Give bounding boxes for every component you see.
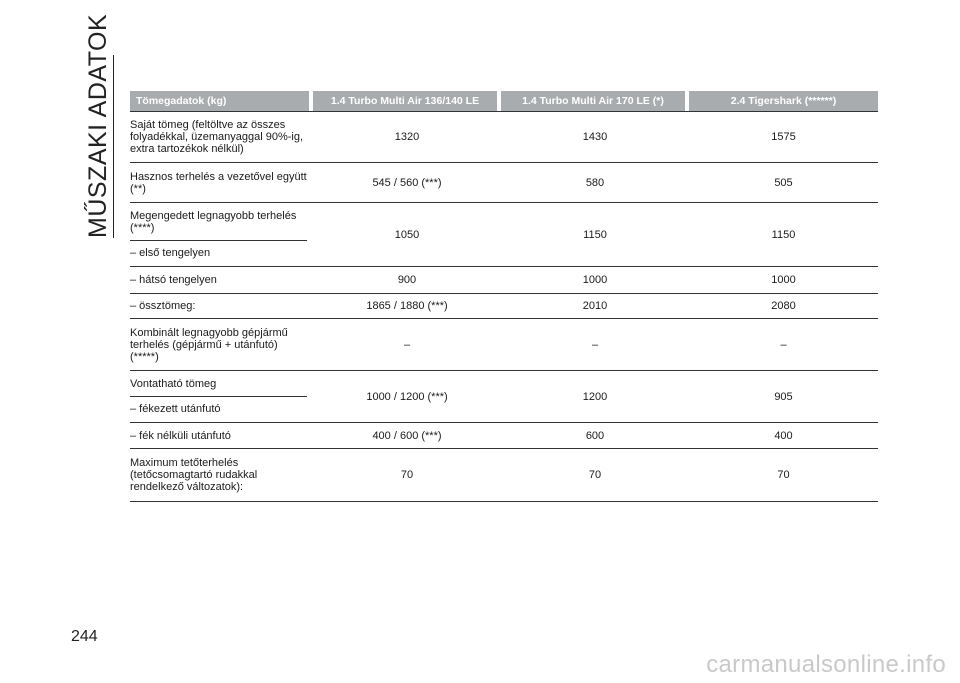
row-value: 1865 / 1880 (***) bbox=[313, 294, 501, 319]
row-value: 1150 bbox=[501, 203, 689, 267]
table-row bbox=[130, 294, 878, 319]
row-value: 1320 bbox=[313, 111, 501, 163]
row-label: Kombinált legnagyobb gépjármű terhelés (gépjármű + utánfutó) (*****) bbox=[130, 319, 313, 371]
row-label: Hasznos terhelés a vezetővel együtt (**) bbox=[130, 163, 313, 203]
table-row bbox=[130, 423, 878, 449]
mass-data-table bbox=[130, 91, 878, 502]
row-label-group bbox=[130, 203, 313, 267]
row-value: 400 / 600 (***) bbox=[313, 423, 501, 449]
header-engine-170: 1.4 Turbo Multi Air 170 LE (*) bbox=[501, 91, 689, 111]
row-value: 1200 bbox=[501, 371, 689, 423]
table-header-row bbox=[130, 91, 878, 111]
row-sublabel: – fékezett utánfutó bbox=[130, 403, 221, 415]
row-sublabel: – első tengelyen bbox=[130, 247, 211, 259]
row-value: 1050 bbox=[313, 203, 501, 267]
row-value: 505 bbox=[689, 163, 878, 203]
row-value: 600 bbox=[501, 423, 689, 449]
row-value: 545 / 560 (***) bbox=[313, 163, 501, 203]
header-engine-tigershark: 2.4 Tigershark (******) bbox=[689, 91, 878, 111]
table-row bbox=[130, 163, 878, 203]
row-label: Maximum tetőterhelés (tetőcsomagtartó rudakkal rendelkező változatok): bbox=[130, 449, 313, 502]
row-value: 1000 bbox=[501, 267, 689, 294]
row-label-group bbox=[130, 371, 313, 423]
row-value: 1575 bbox=[689, 111, 878, 163]
table-row bbox=[130, 203, 878, 267]
row-label: Vontatható tömeg bbox=[130, 378, 307, 397]
row-value: 2080 bbox=[689, 294, 878, 319]
row-value: 70 bbox=[689, 449, 878, 502]
page-number: 244 bbox=[71, 628, 98, 645]
row-value: 400 bbox=[689, 423, 878, 449]
table-row bbox=[130, 319, 878, 371]
row-value: 1000 / 1200 (***) bbox=[313, 371, 501, 423]
header-mass: Tömegadatok (kg) bbox=[130, 91, 313, 111]
table-row bbox=[130, 371, 878, 423]
row-label: Saját tömeg (feltöltve az összes folyadékkal, üzemanyaggal 90%-ig, extra tartozékok nélkül) bbox=[130, 111, 313, 163]
row-value: 1000 bbox=[689, 267, 878, 294]
table-row bbox=[130, 449, 878, 502]
section-title: MŰSZAKI ADATOK bbox=[84, 13, 112, 238]
row-label: – hátsó tengelyen bbox=[130, 267, 313, 294]
row-value: – bbox=[689, 319, 878, 371]
row-value: 900 bbox=[313, 267, 501, 294]
row-value: 580 bbox=[501, 163, 689, 203]
row-label: Megengedett legnagyobb terhelés (****) bbox=[130, 210, 307, 241]
header-engine-136: 1.4 Turbo Multi Air 136/140 LE bbox=[313, 91, 501, 111]
table-row bbox=[130, 111, 878, 163]
row-value: 1430 bbox=[501, 111, 689, 163]
row-value: 70 bbox=[501, 449, 689, 502]
section-divider bbox=[113, 55, 114, 238]
watermark: carmanualsonline.info bbox=[706, 651, 946, 678]
row-value: 1150 bbox=[689, 203, 878, 267]
row-value: – bbox=[501, 319, 689, 371]
table-row bbox=[130, 267, 878, 294]
row-value: 2010 bbox=[501, 294, 689, 319]
row-value: 905 bbox=[689, 371, 878, 423]
row-label: – fék nélküli utánfutó bbox=[130, 423, 313, 449]
row-label: – össztömeg: bbox=[130, 294, 313, 319]
row-value: 70 bbox=[313, 449, 501, 502]
row-value: – bbox=[313, 319, 501, 371]
